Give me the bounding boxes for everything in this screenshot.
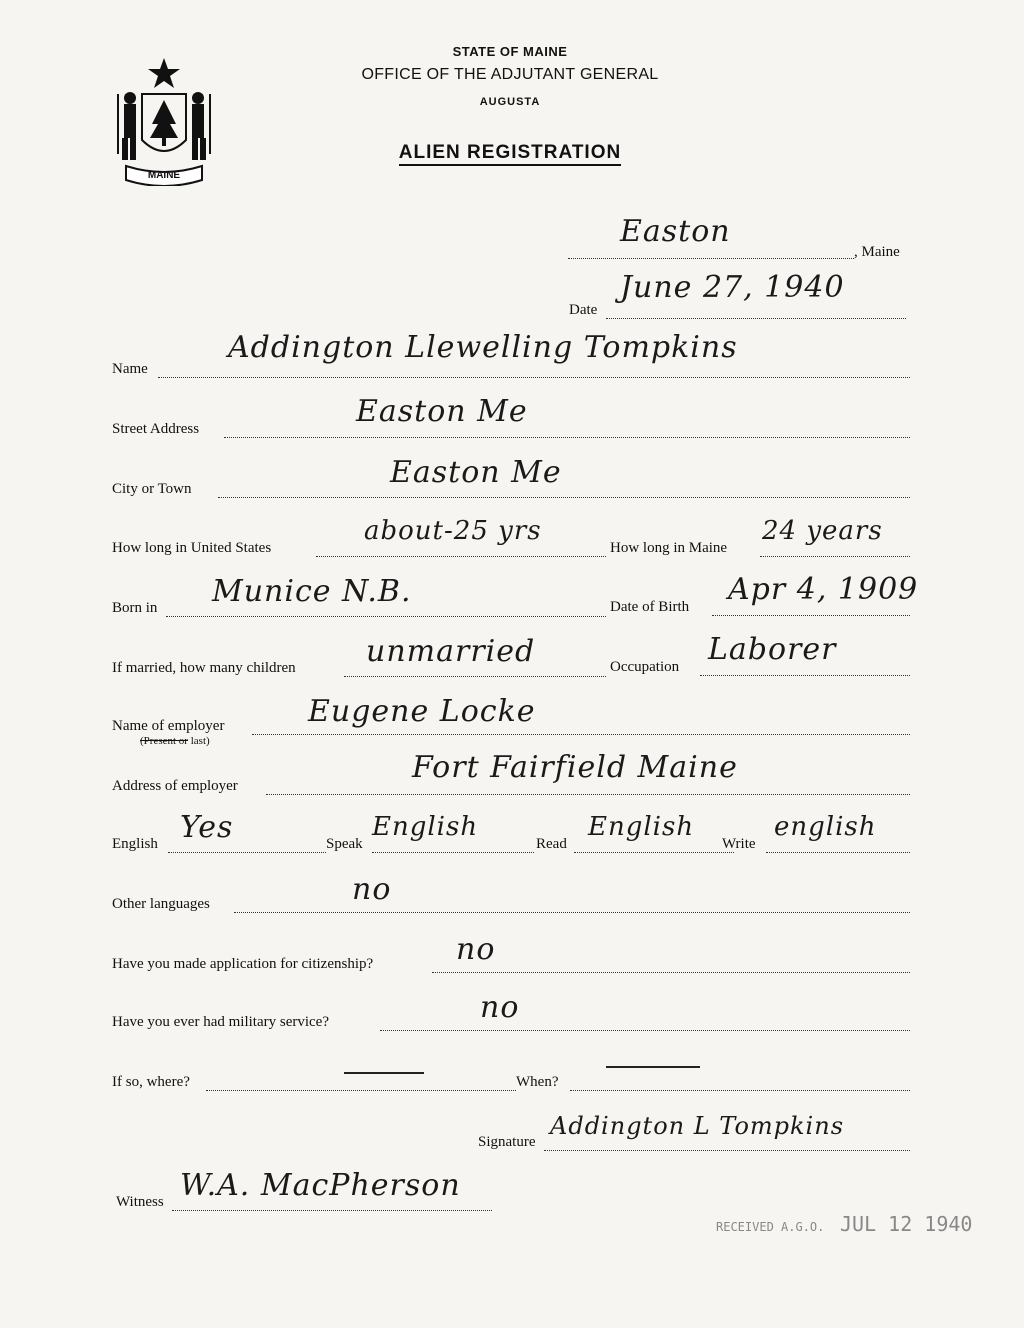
how-long-maine-value: 24 years xyxy=(762,516,883,546)
employer-address-value: Fort Fairfield Maine xyxy=(412,750,738,785)
read-line xyxy=(574,852,734,853)
signature-value: Addington L Tompkins xyxy=(550,1112,845,1140)
born-in-line xyxy=(166,616,606,617)
born-in-value: Munice N.B. xyxy=(212,574,412,609)
occupation-line xyxy=(700,675,910,676)
children-line xyxy=(344,676,606,677)
dob-line xyxy=(712,615,910,616)
speak-label: Speak xyxy=(326,836,363,852)
place-line xyxy=(568,258,854,259)
write-label: Write xyxy=(722,836,756,852)
header-state: STATE OF MAINE xyxy=(452,44,568,59)
dob-label: Date of Birth xyxy=(610,599,690,615)
header-city: AUGUSTA xyxy=(479,96,541,108)
place-value: Easton xyxy=(620,214,731,249)
other-languages-value: no xyxy=(352,872,392,907)
street-label: Street Address xyxy=(112,421,200,437)
date-label: Date xyxy=(569,302,598,318)
name-value: Addington Llewelling Tompkins xyxy=(228,330,738,365)
name-line xyxy=(158,377,910,378)
how-long-maine-line xyxy=(760,556,910,557)
born-in-label: Born in xyxy=(112,600,158,616)
employer-sublabel-rest: last) xyxy=(187,735,210,747)
city-line xyxy=(218,497,910,498)
employer-address-line xyxy=(266,794,910,795)
how-long-us-label: How long in United States xyxy=(112,540,272,556)
military-value: no xyxy=(480,990,520,1025)
place-suffix: , Maine xyxy=(854,244,900,260)
english-line xyxy=(168,852,326,853)
children-value: unmarried xyxy=(366,634,536,669)
street-line xyxy=(224,437,910,438)
english-value: Yes xyxy=(180,810,234,845)
signature-line xyxy=(544,1150,910,1151)
seal-banner-text: MAINE xyxy=(147,170,181,181)
employer-line xyxy=(252,734,910,735)
received-stamp-label: RECEIVED A.G.O. xyxy=(716,1220,825,1234)
witness-line xyxy=(172,1210,492,1211)
occupation-label: Occupation xyxy=(610,659,680,675)
maine-state-seal-icon xyxy=(108,54,220,186)
how-long-maine-label: How long in Maine xyxy=(610,540,728,556)
when-label: When? xyxy=(516,1074,559,1090)
read-value: English xyxy=(588,812,695,842)
date-line xyxy=(606,318,906,319)
received-stamp-date: JUL 12 1940 xyxy=(840,1212,973,1236)
employer-address-label: Address of employer xyxy=(112,778,238,794)
signature-label: Signature xyxy=(478,1134,536,1150)
date-value: June 27, 1940 xyxy=(620,270,845,305)
military-line xyxy=(380,1030,910,1031)
where-label: If so, where? xyxy=(112,1074,190,1090)
children-label: If married, how many children xyxy=(112,660,296,676)
witness-value: W.A. MacPherson xyxy=(180,1168,461,1203)
write-line xyxy=(766,852,910,853)
name-label: Name xyxy=(112,361,148,377)
city-label: City or Town xyxy=(112,481,192,497)
citizenship-value: no xyxy=(456,932,496,967)
dob-value: Apr 4, 1909 xyxy=(728,572,919,607)
write-value: english xyxy=(774,812,877,842)
where-dash xyxy=(344,1072,424,1074)
citizenship-line xyxy=(432,972,910,973)
occupation-value: Laborer xyxy=(708,632,837,667)
employer-sublabel-struck: (Present or xyxy=(140,735,188,747)
how-long-us-line xyxy=(316,556,606,557)
street-value: Easton Me xyxy=(356,394,528,429)
employer-sublabel xyxy=(140,735,210,747)
header-office: OFFICE OF THE ADJUTANT GENERAL xyxy=(361,66,659,83)
where-line xyxy=(206,1090,516,1091)
speak-line xyxy=(372,852,534,853)
employer-label: Name of employer xyxy=(112,718,225,734)
how-long-us-value: about-25 yrs xyxy=(364,516,542,546)
received-stamp xyxy=(716,1212,972,1236)
when-line xyxy=(570,1090,910,1091)
military-label: Have you ever had military service? xyxy=(112,1014,329,1030)
employer-value: Eugene Locke xyxy=(308,694,536,729)
read-label: Read xyxy=(536,836,567,852)
when-dash xyxy=(606,1066,700,1068)
speak-value: English xyxy=(372,812,479,842)
citizenship-label: Have you made application for citizenship? xyxy=(112,956,374,972)
other-languages-line xyxy=(234,912,910,913)
form-title: ALIEN REGISTRATION xyxy=(280,142,740,164)
english-label: English xyxy=(112,836,158,852)
city-value: Easton Me xyxy=(390,455,562,490)
witness-label: Witness xyxy=(116,1194,164,1210)
other-languages-label: Other languages xyxy=(112,896,210,912)
